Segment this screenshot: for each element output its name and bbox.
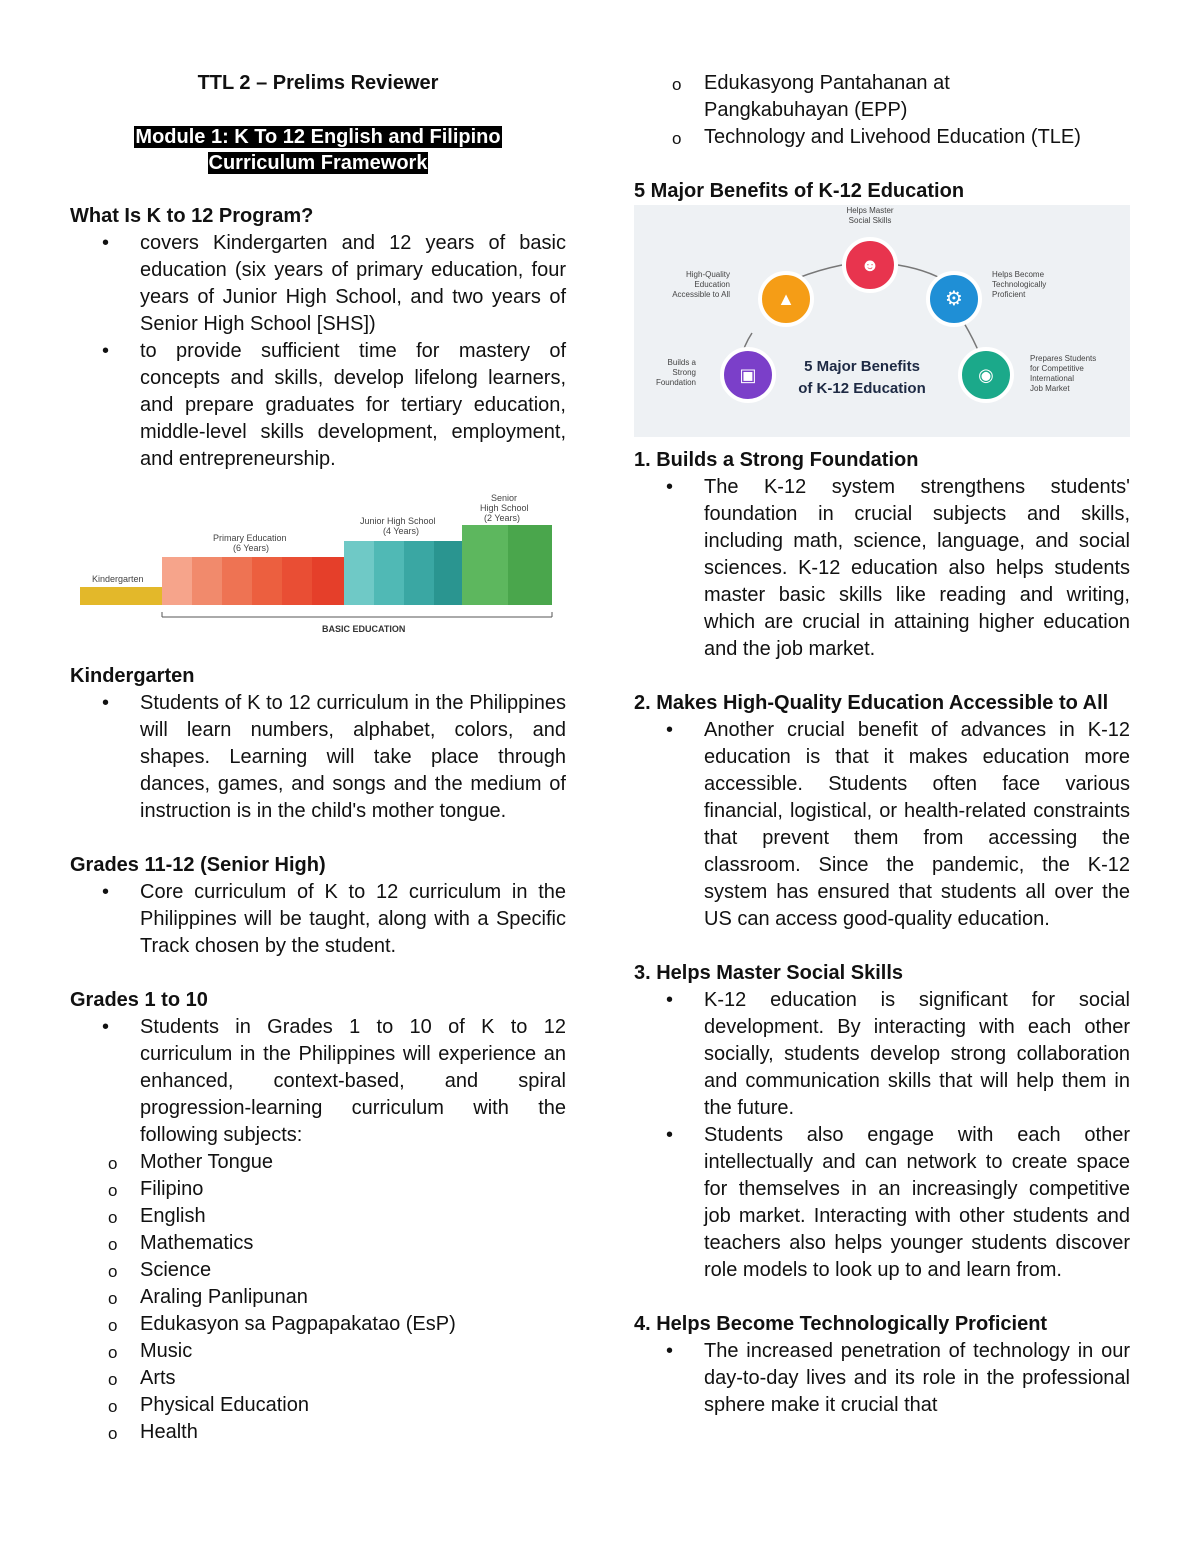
benefit-1-heading: 1. Builds a Strong Foundation xyxy=(634,449,919,471)
stage-bar-jhs-1 xyxy=(344,541,374,605)
stage-bar-kindergarten xyxy=(80,587,162,605)
benefit-4-list xyxy=(634,1338,1130,1419)
subject-item: o Edukasyon sa Pagpapakatao (EsP) xyxy=(70,1311,566,1338)
center-title-line2: of K-12 Education xyxy=(798,380,926,397)
stage-bar-primary-1 xyxy=(162,557,192,605)
chart-label-kindergarten: Kindergarten xyxy=(92,574,144,584)
foundation-label-2: Strong xyxy=(672,368,696,377)
stage-bar-jhs-2 xyxy=(374,541,404,605)
stage-bars-primary xyxy=(162,557,344,605)
subject-item: o Physical Education xyxy=(70,1392,566,1419)
graduation-cap-icon: ▲ xyxy=(777,289,795,309)
center-title-line1: 5 Major Benefits xyxy=(804,358,920,375)
tech-label-3: Proficient xyxy=(992,290,1026,299)
chart-label-basic: BASIC EDUCATION xyxy=(322,624,406,634)
tech-label-2: Technologically xyxy=(992,280,1047,289)
list-item: • Another crucial benefit of advances in K-12 education is that it makes education more accessible. Students often face various financial, logistical, or health-related constraints that prevent them from accessing the classroom. Since the pandemic, the K-12 system has ensured that students all over the US can access good-quality education. xyxy=(634,717,1130,933)
benefits-infographic xyxy=(634,205,1130,437)
users-icon: ☻ xyxy=(860,255,880,275)
subject-item: o Araling Panlipunan xyxy=(70,1284,566,1311)
chart-label-primary: Primary Education xyxy=(213,533,287,543)
subject-item: o Technology and Livehood Education (TLE) xyxy=(634,124,1130,151)
chart-label-shs-years: (2 Years) xyxy=(484,513,521,523)
subject-item: o Mother Tongue xyxy=(70,1149,566,1176)
quality-label-3: Accessible to All xyxy=(672,290,730,299)
prepare-label-4: Job Market xyxy=(1030,384,1070,393)
grades-1-10-heading: Grades 1 to 10 xyxy=(70,989,208,1011)
globe-icon: ◉ xyxy=(978,365,994,385)
stage-bar-shs-2 xyxy=(508,525,552,605)
what-is-list xyxy=(70,230,566,473)
subject-item: o English xyxy=(70,1203,566,1230)
module-title-line2: Curriculum Framework xyxy=(208,152,428,174)
list-item: • K-12 education is significant for social development. By interacting with each other socially, students develop strong collaboration and communication skills that will help them in the future. xyxy=(634,987,1130,1122)
list-item: • covers Kindergarten and 12 years of basic education (six years of primary education, four years of Junior High School, and two years of Senior High School [SHS]) xyxy=(70,230,566,338)
stage-bar-primary-2 xyxy=(192,557,222,605)
chart-label-jhs: Junior High School xyxy=(360,516,436,526)
foundation-label-3: Foundation xyxy=(655,378,696,387)
benefit-1-list xyxy=(634,474,1130,663)
stage-bar-shs-1 xyxy=(462,525,508,605)
tech-label-1: Helps Become xyxy=(992,270,1045,279)
list-item: • The increased penetration of technology in our day-to-day lives and its role in the professional sphere make it crucial that xyxy=(634,1338,1130,1419)
senior-high-list xyxy=(70,879,566,960)
social-label-1: Helps Master xyxy=(846,206,894,215)
kindergarten-list xyxy=(70,690,566,825)
stage-bar-jhs-3 xyxy=(404,541,434,605)
subject-item: o Filipino xyxy=(70,1176,566,1203)
gear-icon: ⚙ xyxy=(945,288,963,310)
benefit-2-list xyxy=(634,717,1130,933)
benefit-2-heading: 2. Makes High-Quality Education Accessible to All xyxy=(634,692,1109,714)
list-item: • to provide sufficient time for mastery of concepts and skills, develop lifelong learners, and prepare graduates for tertiary education, middle-level skills development, employment, and entrepreneurship. xyxy=(70,338,566,473)
kindergarten-heading: Kindergarten xyxy=(70,665,195,687)
stage-bar-jhs-4 xyxy=(434,541,462,605)
chart-label-primary-years: (6 Years) xyxy=(233,543,270,553)
subject-item: o Science xyxy=(70,1257,566,1284)
chart-label-shs-2: High School xyxy=(480,503,529,513)
document-title: TTL 2 – Prelims Reviewer xyxy=(197,72,439,94)
benefit-3-heading: 3. Helps Master Social Skills xyxy=(634,962,904,984)
subjects-list-continued xyxy=(634,70,1130,151)
cube-icon: ▣ xyxy=(739,365,757,385)
subject-item: o Music xyxy=(70,1338,566,1365)
what-is-heading: What Is K to 12 Program? xyxy=(70,205,314,227)
benefit-3-list xyxy=(634,987,1130,1284)
benefits-heading: 5 Major Benefits of K-12 Education xyxy=(634,180,965,202)
chart-label-jhs-years: (4 Years) xyxy=(383,526,420,536)
quality-label-1: High-Quality xyxy=(685,270,730,279)
senior-high-heading: Grades 11-12 (Senior High) xyxy=(70,854,326,876)
subjects-list xyxy=(70,1149,566,1446)
subject-item: o Arts xyxy=(70,1365,566,1392)
stage-bars-jhs xyxy=(344,541,462,605)
stage-bar-primary-4 xyxy=(252,557,282,605)
subject-item: o Health xyxy=(70,1419,566,1446)
grades-1-10-list xyxy=(70,1014,566,1149)
prepare-label-3: International xyxy=(1030,374,1075,383)
quality-label-2: Education xyxy=(694,280,730,289)
subject-item: o Mathematics xyxy=(70,1230,566,1257)
prepare-label-2: for Competitive xyxy=(1030,364,1084,373)
list-item: • Students also engage with each other intellectually and can network to create space for themselves in an increasingly competitive job market. Interacting with other students and teachers also helps younger students discover role models to look up to and learn from. xyxy=(634,1122,1130,1284)
benefit-4-heading: 4. Helps Become Technologically Proficient xyxy=(634,1313,1048,1335)
stage-bar-primary-6 xyxy=(312,557,344,605)
list-item: • The K-12 system strengthens students' foundation in crucial subjects and skills, including math, science, language, and social sciences. K-12 education also helps students master basic skills like reading and writing, which are crucial in attaining higher education and the job market. xyxy=(634,474,1130,663)
stage-bars-shs xyxy=(462,525,552,605)
module-title-line1: Module 1: K To 12 English and Filipino xyxy=(135,126,501,148)
subject-item: o Edukasyong Pantahanan at Pangkabuhayan (EPP) xyxy=(634,70,1130,124)
chart-label-shs-1: Senior xyxy=(491,493,518,503)
left-column xyxy=(70,70,566,1446)
stage-bar-primary-3 xyxy=(222,557,252,605)
foundation-label-1: Builds a xyxy=(667,358,696,367)
education-stages-figure xyxy=(70,485,566,655)
module-title xyxy=(70,124,566,176)
list-item: • Core curriculum of K to 12 curriculum in the Philippines will be taught, along with a Specific Track chosen by the student. xyxy=(70,879,566,960)
right-column xyxy=(634,70,1130,1419)
prepare-label-1: Prepares Students xyxy=(1030,354,1097,363)
list-item: • Students of K to 12 curriculum in the Philippines will learn numbers, alphabet, colors, and shapes. Learning will take place through dances, games, and songs and the medium of instruction is in the child's mother tongue. xyxy=(70,690,566,825)
list-item: • Students in Grades 1 to 10 of K to 12 curriculum in the Philippines will experience an enhanced, context-based, and spiral progression-learning curriculum with the following subjects: xyxy=(70,1014,566,1149)
social-label-2: Social Skills xyxy=(848,216,892,225)
stage-bar-primary-5 xyxy=(282,557,312,605)
